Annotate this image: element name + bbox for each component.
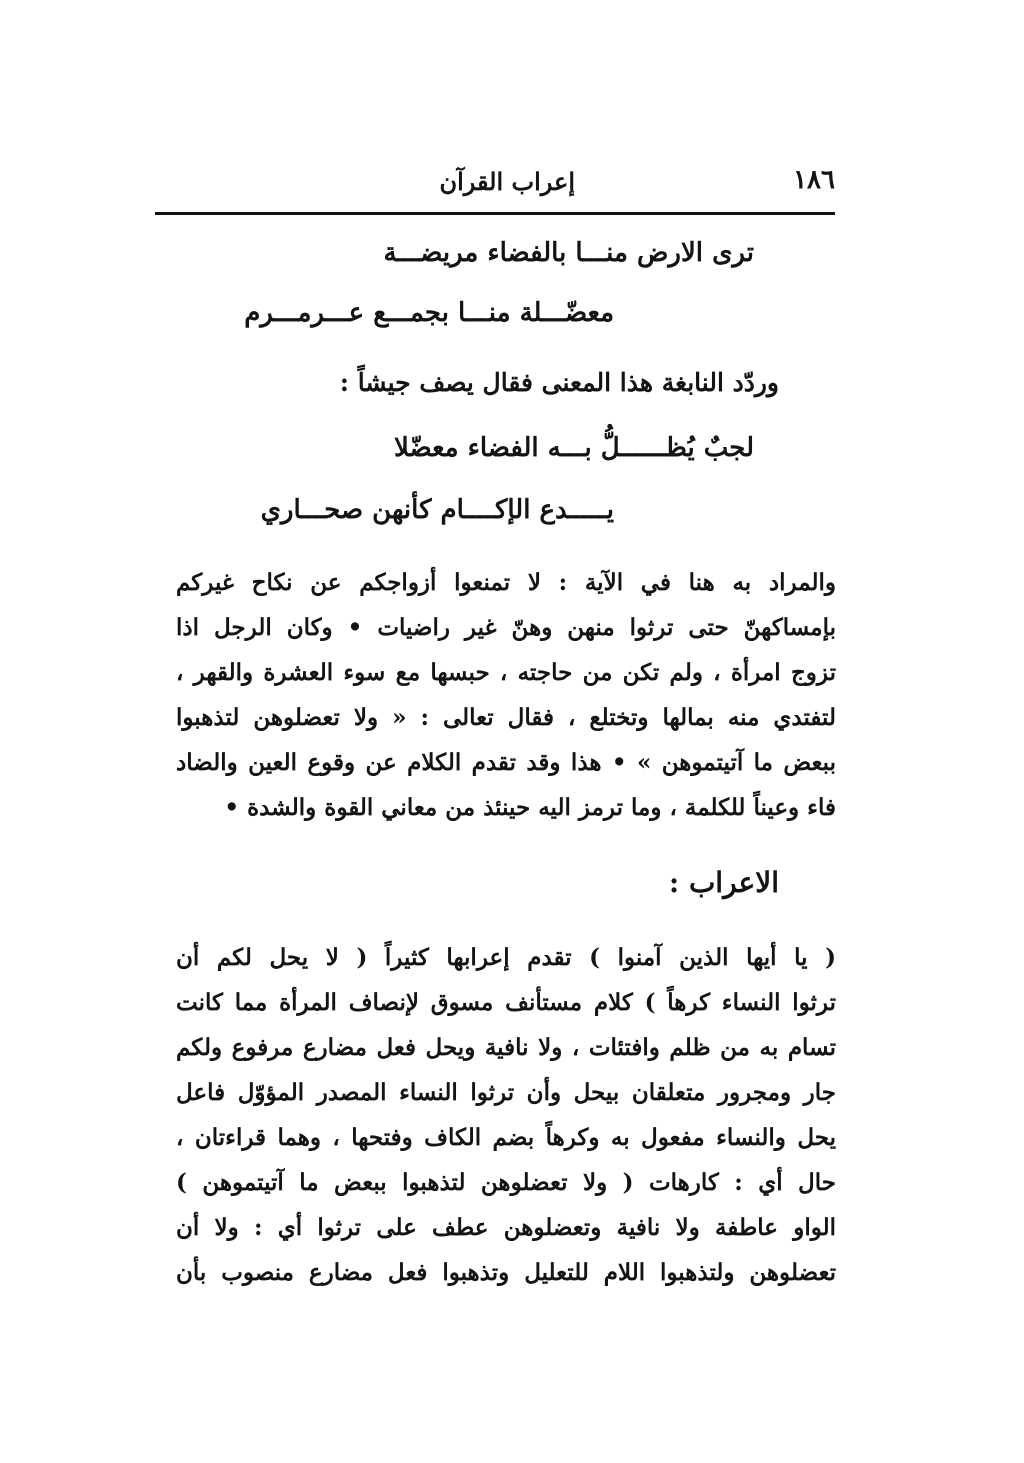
paragraph-line: ( يا أيها الذين آمنوا ) تقدم إعرابها كثيراً ( لا يحل لكم أن: [176, 944, 836, 971]
explanation-paragraph: [176, 560, 836, 830]
paragraph-line: بإمساكهنّ حتى ترثوا منهن وهنّ غير راضيات • وكان الرجل اذا: [176, 614, 836, 641]
poem-1-line-2: معضّـــلة منـــا بجمـــع عـــرمـــرم: [244, 298, 614, 328]
paragraph-line: والمراد به هنا في الآية : لا تمنعوا أزواجكم عن نكاح غيركم: [176, 569, 836, 596]
paragraph-line: يحل والنساء مفعول به وكرهاً بضم الكاف وفتحها ، وهما قراءتان ،: [176, 1124, 836, 1151]
poem-1-line-1: ترى الارض منـــا بالفضاء مريضـــة: [383, 238, 754, 268]
poem-2-line-2: يـــــدع الإكــــام كأنهن صحـــاري: [260, 495, 614, 525]
paragraph-line: تسام به من ظلم وافتئات ، ولا نافية ويحل فعل مضارع مرفوع ولكم: [176, 1034, 836, 1061]
poem-2-line-1: لجبٌ يُظــــــلُّ بـــه الفضاء معضّلا: [394, 433, 754, 463]
paragraph-line: تزوج امرأة ، ولم تكن من حاجته ، حبسها مع سوء العشرة والقهر ،: [176, 659, 836, 686]
grammar-paragraph: [176, 935, 836, 1295]
paragraph-line: جار ومجرور متعلقان بيحل وأن ترثوا النساء المصدر المؤوّل فاعل: [176, 1079, 836, 1106]
page-number: ١٨٦: [793, 165, 835, 195]
paragraph-line: الواو عاطفة ولا نافية وتعضلوهن عطف على ترثوا أي : ولا أن: [176, 1214, 836, 1241]
paragraph-line: فاء وعيناً للكلمة ، وما ترمز اليه حينئذ من معاني القوة والشدة •: [224, 794, 836, 821]
poem-intro: وردّد النابغة هذا المعنى فقال يصف جيشاً :: [339, 368, 779, 397]
running-title: إعراب القرآن: [439, 167, 575, 196]
paragraph-line: ترثوا النساء كرهاً ) كلام مستأنف مسوق لإنصاف المرأة مما كانت: [176, 989, 836, 1016]
paragraph-line: حال أي : كارهات ( ولا تعضلوهن لتذهبوا ببعض ما آتيتموهن ): [176, 1169, 836, 1196]
paragraph-line: لتفتدي منه بمالها وتختلع ، فقال تعالى : « ولا تعضلوهن لتذهبوا: [176, 704, 836, 731]
paragraph-line: تعضلوهن ولتذهبوا اللام للتعليل وتذهبوا فعل مضارع منصوب بأن: [176, 1259, 836, 1286]
section-heading: الاعراب :: [668, 866, 779, 899]
paragraph-line: ببعض ما آتيتموهن » • هذا وقد تقدم الكلام عن وقوع العين والضاد: [176, 749, 836, 776]
header-divider: [155, 212, 835, 215]
page-header: [155, 165, 835, 205]
